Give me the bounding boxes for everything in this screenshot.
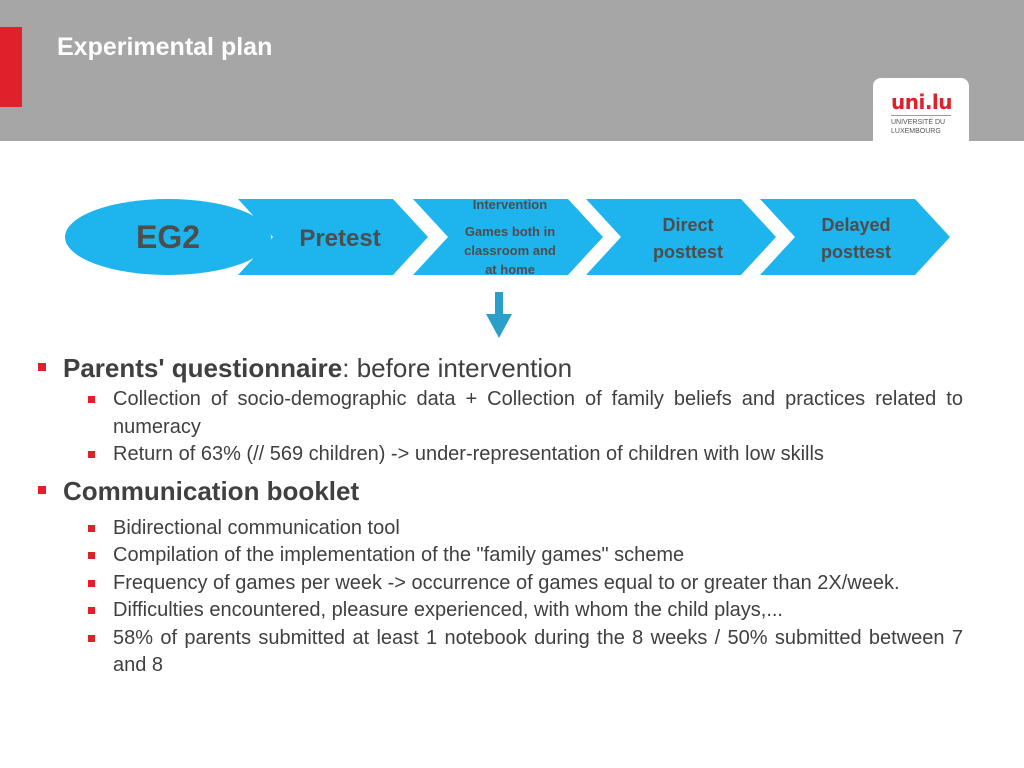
logo-wordmark: uni.lu [891, 90, 953, 114]
bullet-square-icon [88, 396, 95, 403]
list-item [113, 570, 963, 598]
list-item [113, 597, 963, 625]
list-item [113, 625, 963, 680]
bullet-square-icon [88, 635, 95, 642]
list-item-text: 58% of parents submitted at least 1 notebook during the 8 weeks / 50% submitted between 7 and 8 [113, 626, 963, 676]
bullet-square-icon [38, 363, 46, 371]
list-item [113, 515, 963, 543]
section-title-bold: Communication booklet [63, 475, 360, 506]
process-flow [0, 0, 1024, 305]
bullet-square-icon [88, 451, 95, 458]
flow-label-eg2: EG2 [135, 219, 201, 255]
list-item-text: Collection of socio-demographic data + Collection of family beliefs and practices related to numeracy [113, 388, 963, 438]
list-item-text: Difficulties encountered, pleasure experienced, with whom the child plays,... [113, 599, 783, 621]
flow-label-delayed-1: Delayed [821, 215, 891, 235]
flow-label-intervention-3: classroom and [464, 243, 556, 258]
flow-diagram [0, 0, 1024, 300]
section-title-bold: Parents' questionnaire [63, 353, 343, 383]
flow-label-direct-1: Direct [662, 215, 714, 235]
list-item-text: Compilation of the implementation of the "family games" scheme [113, 544, 685, 566]
list-item [113, 386, 963, 441]
flow-label-intervention-2: Games both in [464, 224, 556, 239]
flow-label-delayed-2: posttest [820, 242, 892, 262]
bullet-square-icon [88, 607, 95, 614]
list-item [113, 542, 963, 570]
list-item-text: Bidirectional communication tool [113, 516, 400, 539]
flow-step-direct-posttest [586, 199, 776, 275]
slide-title: Experimental plan [57, 33, 273, 61]
bullet-square-icon [88, 552, 95, 559]
bullet-square-icon [38, 486, 46, 494]
logo-subtitle-line1: UNIVERSITÉ DU [891, 119, 946, 126]
flow-step-delayed-posttest [760, 199, 950, 275]
logo-subtitle-line2: LUXEMBOURG [891, 128, 941, 135]
bullet-square-icon [88, 525, 95, 532]
list-item [113, 441, 963, 469]
section-title-rest: : before intervention [342, 353, 573, 383]
flow-label-intervention-4: at home [485, 262, 535, 277]
flow-label-direct-2: posttest [652, 242, 724, 262]
list-item-text: Return of 63% (// 569 children) -> under-representation of children with low skills [113, 443, 824, 465]
flow-label-intervention-1: Intervention [472, 197, 548, 212]
list-item-text: Frequency of games per week -> occurrence of games equal to or greater than 2X/week. [113, 571, 900, 594]
slide-body [38, 352, 963, 680]
down-arrow-icon [485, 292, 513, 345]
section-communication-booklet [38, 475, 963, 507]
flow-label-pretest: Pretest [299, 225, 381, 252]
section-parents-questionnaire [38, 352, 963, 384]
bullet-square-icon [88, 580, 95, 587]
